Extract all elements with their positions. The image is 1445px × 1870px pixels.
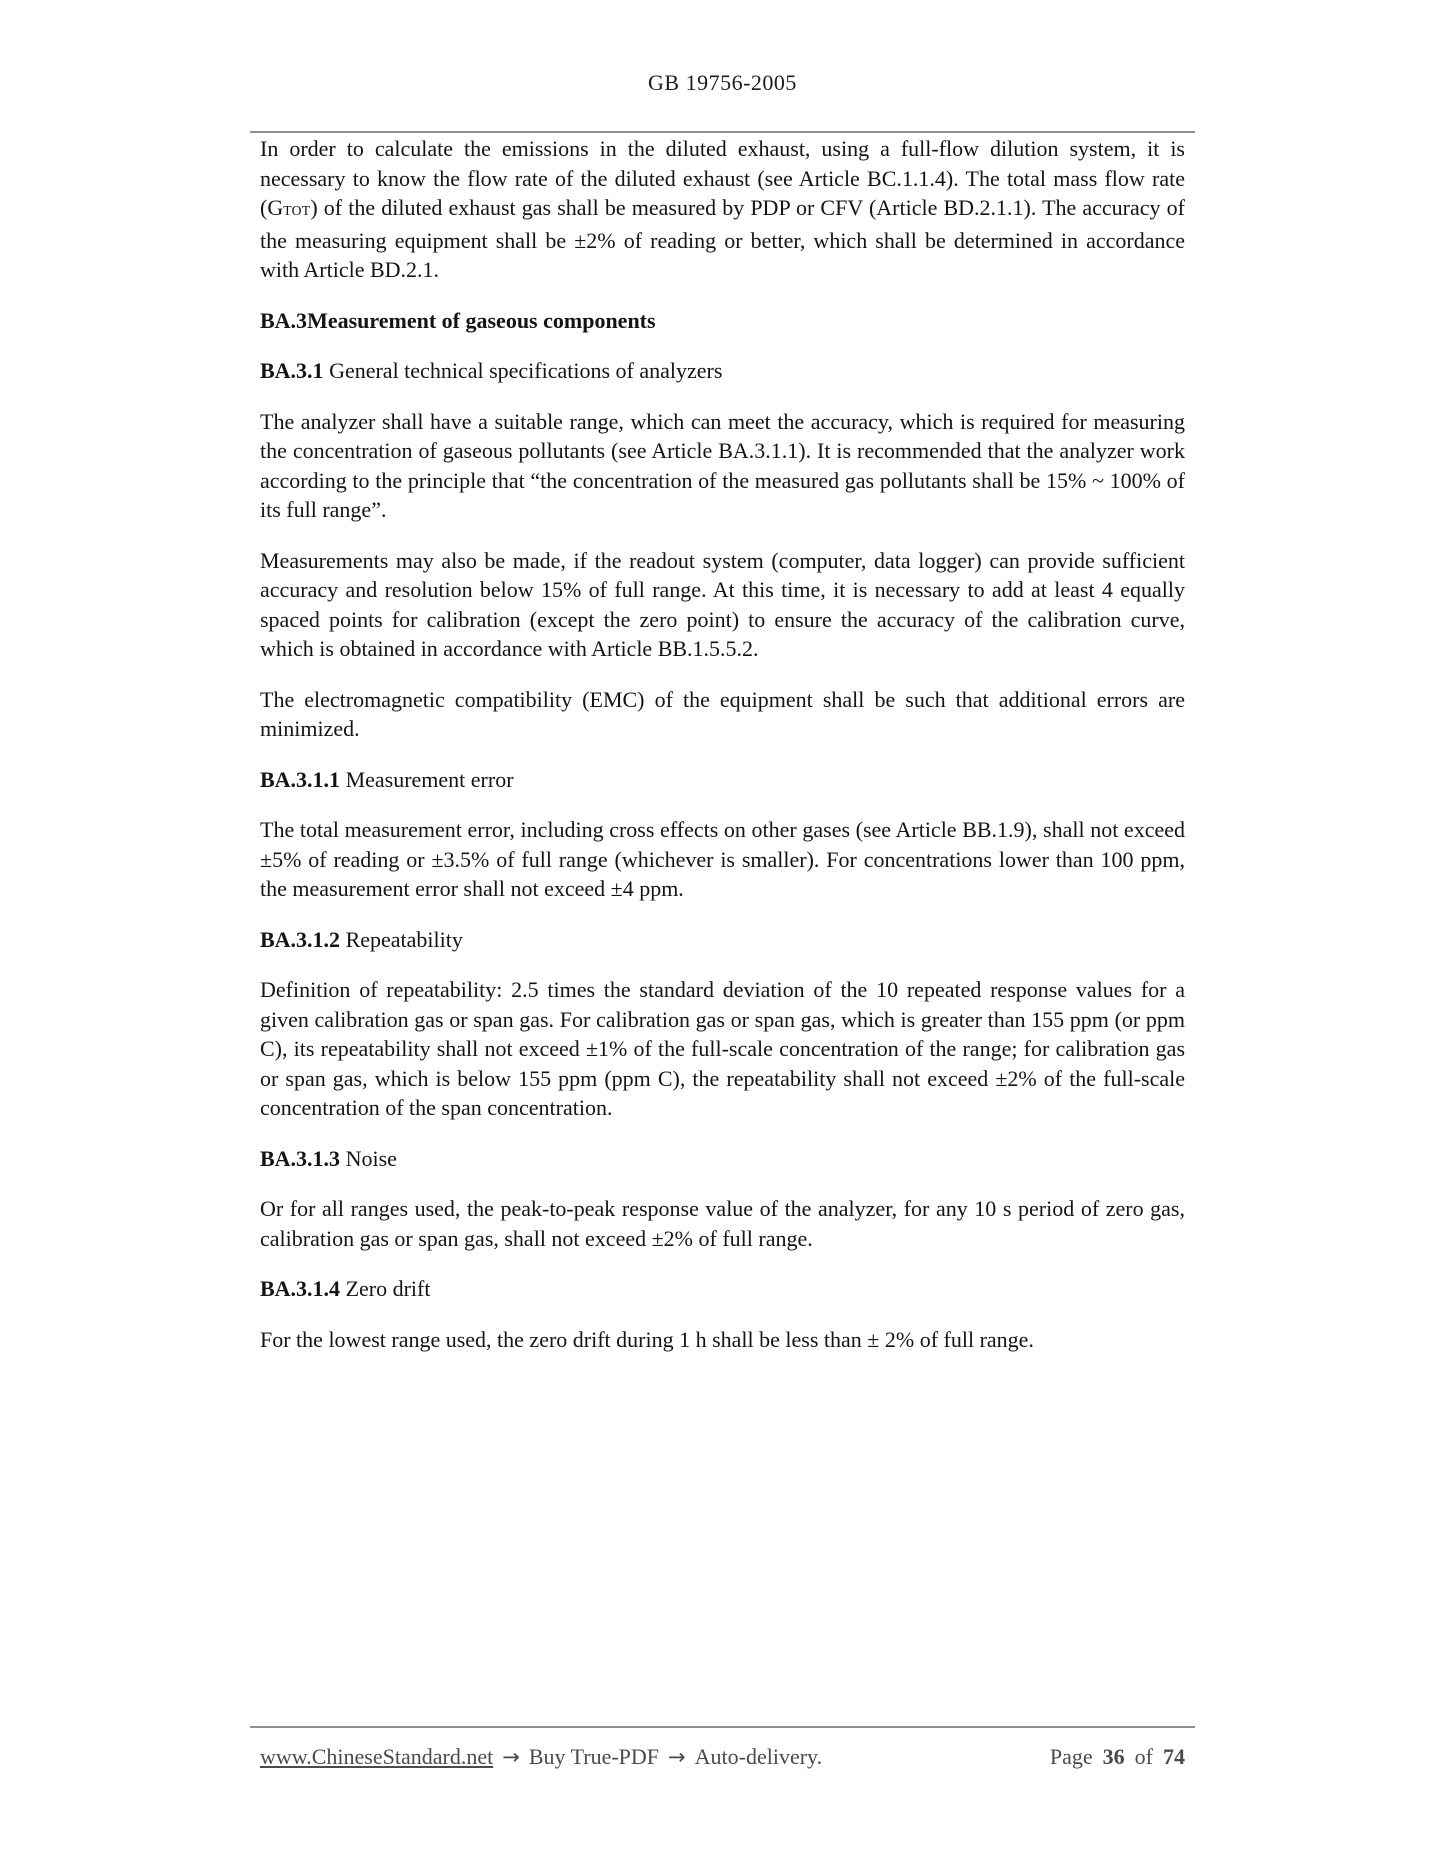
doc-number: GB 19756-2005: [648, 70, 797, 95]
heading-ba3: [260, 306, 1185, 336]
footer-source-line: [260, 1744, 822, 1770]
paragraph-text: ) of the diluted exhaust gas shall be measured by PDP or CFV (Article BD.2.1.1). The accuracy of the measuring equipment shall be ±2% of reading or better, which shall be determined in accordance with Article BD.2.1.: [260, 195, 1185, 282]
gtot-subscript: TOT: [283, 203, 311, 218]
website-link[interactable]: www.ChineseStandard.net: [260, 1744, 494, 1769]
current-page-number: 36: [1102, 1744, 1125, 1769]
footer-buy-label: Buy True-PDF: [528, 1744, 660, 1769]
paragraph-flow-rate: [260, 134, 1185, 285]
heading-ba3-1-2: [260, 925, 1185, 955]
heading-ba3-1-3: [260, 1144, 1185, 1174]
heading-ba3-1: [260, 356, 1185, 386]
paragraph-repeatability: Definition of repeatability: 2.5 times the standard deviation of the 10 repeated response values for a given calibration gas or span gas. For calibration gas or span gas, which is greater than 155 ppm (or ppm C), its repeatability shall not exceed ±1% of the full-scale concentration of the range; for calibration gas or span gas, which is below 155 ppm (ppm C), the repeatability shall not exceed ±2% of the full-scale concentration of the span concentration.: [260, 977, 1185, 1120]
heading-number: BA.3.1.1: [260, 766, 341, 792]
heading-title: Zero drift: [345, 1276, 431, 1301]
heading-number: BA.3.1.4: [260, 1276, 341, 1301]
heading-title: Measurement of gaseous components: [307, 307, 656, 333]
heading-title: Repeatability: [345, 926, 463, 952]
heading-number: BA.3.1: [260, 358, 324, 383]
heading-number: BA.3.1.3: [260, 1145, 341, 1171]
of-word: of: [1134, 1744, 1153, 1769]
heading-title: General technical specifications of analyzers: [329, 358, 723, 383]
paragraph-measurements: Measurements may also be made, if the readout system (computer, data logger) can provide sufficient accuracy and resolution below 15% of full range. At this time, it is necessary to add at least 4 equally spaced points for calibration (except the zero point) to ensure the accuracy of the calibration curve, which is obtained in accordance with Article BB.1.5.5.2.: [260, 547, 1185, 661]
arrow-right-icon: →: [502, 1745, 520, 1769]
heading-ba3-1-4: [260, 1274, 1185, 1304]
header-divider: [250, 131, 1195, 133]
heading-title: Measurement error: [345, 766, 514, 792]
heading-title: Noise: [345, 1145, 397, 1171]
page-footer: [260, 1744, 1185, 1770]
footer-divider: [250, 1726, 1195, 1728]
footer-delivery-label: Auto-delivery.: [694, 1744, 823, 1769]
heading-number: BA.3: [260, 307, 308, 333]
paragraph-emc: The electromagnetic compatibility (EMC) of the equipment shall be such that additional errors are minimized.: [260, 686, 1185, 741]
paragraph-noise: Or for all ranges used, the peak-to-peak response value of the analyzer, for any 10 s period of zero gas, calibration gas or span gas, shall not exceed ±2% of full range.: [260, 1196, 1185, 1251]
page-header: [0, 70, 1445, 96]
total-page-number: 74: [1163, 1744, 1185, 1769]
paragraph-text: In order to calculate the emissions in the diluted exhaust, using a full-flow dilution system, it is necessary to know the flow rate of the diluted exhaust (see Article BC.1.1.4). The total mass flow rate (G: [260, 136, 1185, 220]
document-body: [260, 134, 1185, 1375]
paragraph-measurement-error: The total measurement error, including cross effects on other gases (see Article BB.1.9), shall not exceed ±5% of reading or ±3.5% of full range (whichever is smaller). For concentrations lower than 100 ppm, the measurement error shall not exceed ±4 ppm.: [260, 817, 1185, 901]
arrow-right-icon: →: [668, 1745, 686, 1769]
page-word: Page: [1049, 1744, 1093, 1769]
paragraph-analyzer-range: The analyzer shall have a suitable range, which can meet the accuracy, which is required for measuring the concentration of gaseous pollutants (see Article BA.3.1.1). It is recommended that the analyzer work according to the principle that “the concentration of the measured gas pollutants shall be 15% ~ 100% of its full range”.: [260, 408, 1185, 522]
heading-number: BA.3.1.2: [260, 926, 341, 952]
paragraph-zero-drift: For the lowest range used, the zero drift during 1 h shall be less than ± 2% of full range.: [260, 1326, 1034, 1352]
page-number-indicator: [1050, 1744, 1185, 1770]
heading-ba3-1-1: [260, 765, 1185, 795]
